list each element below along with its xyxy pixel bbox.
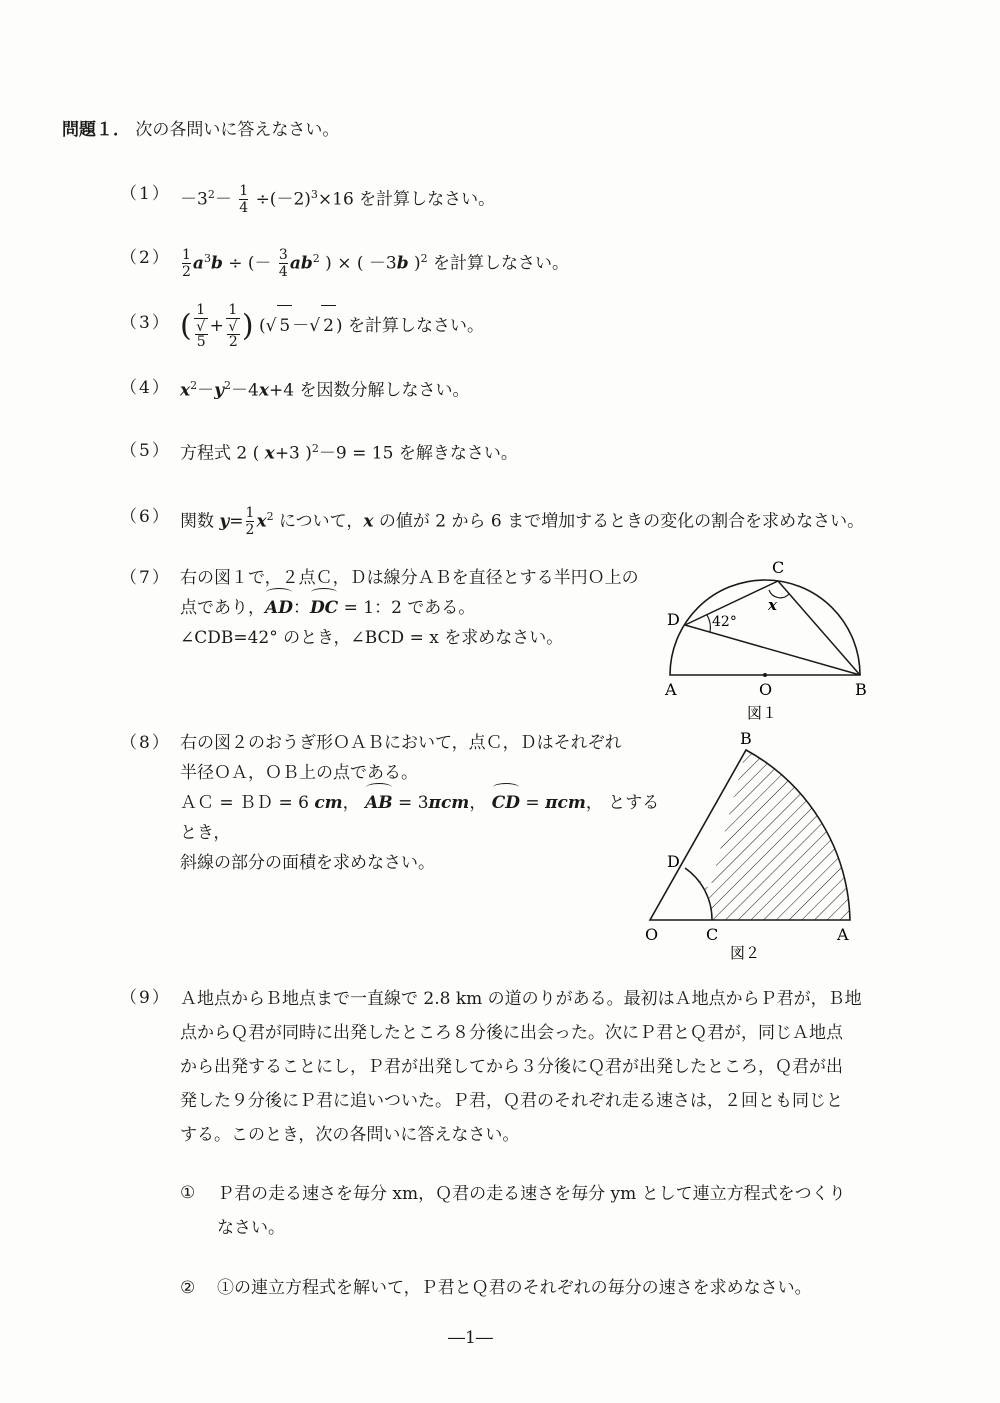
q7-line3: ∠CDB=42° のとき，∠BCD = x を求めなさい。 <box>180 628 564 648</box>
q2-number: （2） <box>120 248 171 268</box>
fig1-label-d: D <box>667 610 680 629</box>
fig2-caption: 図２ <box>730 944 761 962</box>
q8-line1: 右の図２のおうぎ形ＯＡＢにおいて，点Ｃ，Ｄはそれぞれ <box>180 733 622 753</box>
figure-2 <box>635 730 865 965</box>
q9-line: 発した９分後にＰ君に追いついた。Ｐ君，Ｑ君のそれぞれ走る速さは，２回とも同じと <box>180 1091 843 1111</box>
q8-number: （8） <box>120 733 171 753</box>
problem-instruction: 次の各問いに答えなさい。 <box>135 120 340 140</box>
segment-db <box>685 625 860 675</box>
q7-number: （7） <box>120 568 171 588</box>
center-point-o <box>763 673 767 677</box>
fig2-label-o: O <box>645 925 659 944</box>
q7-line1: 右の図１で，２点Ｃ，Ｄは線分ＡＢを直径とする半円Ｏ上の <box>180 568 639 588</box>
q9-text <box>180 982 900 1152</box>
page-number: ―1― <box>448 1328 493 1348</box>
q9-number: （9） <box>120 988 171 1008</box>
fig1-label-a: A <box>665 680 677 699</box>
fig1-caption: 図１ <box>747 704 778 722</box>
fig1-x-label: x <box>768 596 777 614</box>
q7-text <box>180 563 660 653</box>
problem-header <box>62 122 339 139</box>
q1-expression: $-3^2-$ $\frac{1}{4}$ $\div(-2)^3\times 16$ を計算しなさい。 <box>180 183 496 217</box>
q5-expression: 方程式 2 ( x+3 )$^2$－9 = 15 を解きなさい。 <box>180 442 518 464</box>
q9-line: から出発することにし，Ｐ君が出発してから３分後にＱ君が出発したところ，Ｑ君が出 <box>180 1057 843 1077</box>
q4-expression: $x^2-y^2-4x+4$ を因数分解しなさい。 <box>180 379 470 401</box>
q9-line: する。このとき，次の各問いに答えなさい。 <box>180 1125 520 1145</box>
q9-sub1-line: Ｐ君の走る速さを毎分 xm，Ｑ君の走る速さを毎分 ym として連立方程式をつくり <box>217 1184 846 1204</box>
q9-sub1-text <box>217 1177 846 1245</box>
q7-line2: 点であり，AD：DC = 1：2 である。 <box>180 593 660 623</box>
fig1-label-b: B <box>855 680 867 699</box>
q6-number: （6） <box>120 507 171 527</box>
q9-sub1-mark: ① <box>180 1183 196 1203</box>
shaded-region <box>685 750 850 920</box>
q9-line: Ａ地点からＢ地点まで一直線で 2.8 km の道のりがある。最初はＡ地点からＰ君が，Ｂ地 <box>180 989 862 1009</box>
q9-sub1-line: なさい。 <box>217 1218 285 1238</box>
q8-text <box>180 728 660 878</box>
q8-line2: 半径ＯＡ，ＯＢ上の点である。 <box>180 763 418 783</box>
fig2-label-b: B <box>740 730 752 748</box>
q8-line4: 斜線の部分の面積を求めなさい。 <box>180 853 435 873</box>
semicircle <box>670 580 860 675</box>
angle-42-arc <box>707 615 710 632</box>
q9-sub2-mark: ② <box>180 1278 196 1298</box>
fig2-label-d: D <box>667 852 680 871</box>
fig1-label-o: O <box>759 680 773 699</box>
fig1-label-c: C <box>772 558 785 577</box>
q9-line: 点からＱ君が同時に出発したところ８分後に出会った。次にＰ君とＱ君が，同じＡ地点 <box>180 1023 843 1043</box>
q2-expression: $\frac{1}{2}$ $a^3b$ ÷ (－ $\frac{3}{4}$ $ab^2$ ) × ( －3b )$^2$ を計算しなさい。 <box>182 247 570 281</box>
q8-line3: ＡＣ = ＢＤ = 6 cm， AB = 3πcm， CD = πcm， とするとき， <box>180 788 660 848</box>
q3-number: （3） <box>120 313 171 333</box>
fig1-angle-label: 42° <box>712 614 737 630</box>
figure-1 <box>655 555 885 725</box>
q4-number: （4） <box>120 378 171 398</box>
q5-number: （5） <box>120 441 171 461</box>
q6-text: 関数 y= $\frac{1}{2}$ $x^2$ について，x の値が 2 から 6 まで増加するときの変化の割合を求めなさい。 <box>180 505 865 539</box>
q3-expression: ( 1 √ 5 + 1 √ 2 ) (√ 5 －√ 2 ) を計算しなさい。 <box>180 302 484 351</box>
problem-title: 問題１． <box>62 120 130 140</box>
fig2-label-a: A <box>837 925 849 944</box>
q1-number: （1） <box>120 184 171 204</box>
q1-fraction: $\frac{1}{4}$ <box>239 183 249 217</box>
fig2-label-c: C <box>706 925 719 944</box>
q9-sub2-text: ①の連立方程式を解いて，Ｐ君とＱ君のそれぞれの毎分の速さを求めなさい。 <box>217 1278 812 1298</box>
